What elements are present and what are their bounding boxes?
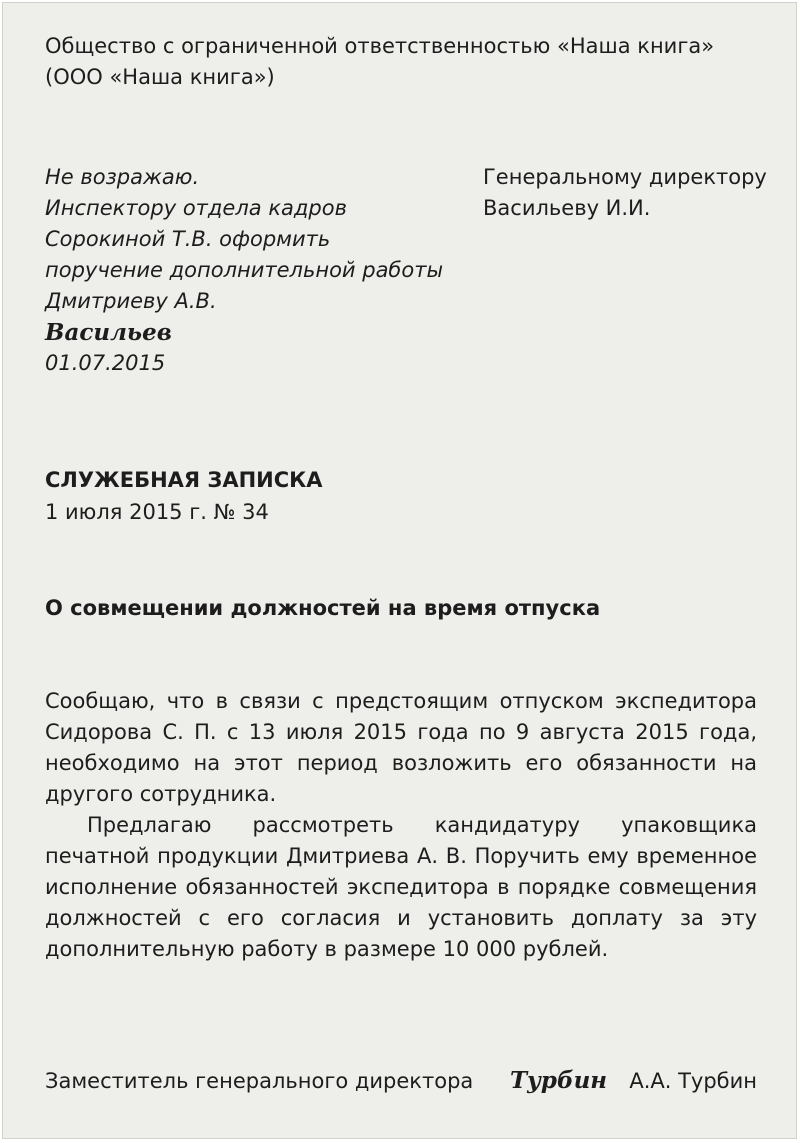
signatory-name: А.А. Турбин — [629, 1069, 757, 1093]
resolution-signature: Васильев — [45, 319, 172, 346]
resolution-line: Сорокиной Т.В. оформить — [45, 227, 331, 251]
document-type: СЛУЖЕБНАЯ ЗАПИСКА — [45, 468, 323, 492]
organization-full-name: Общество с ограниченной ответственностью «Наша книга» — [45, 34, 715, 58]
handwritten-signature: Турбин — [510, 1067, 608, 1094]
resolution-line: Инспектору отдела кадров — [45, 196, 347, 220]
document-page — [2, 2, 797, 1139]
signatory-position: Заместитель генерального директора — [45, 1069, 474, 1093]
resolution-line: поручение дополнительной работы — [45, 258, 444, 282]
organization-short-name: (ООО «Наша книга») — [45, 65, 275, 89]
resolution-block — [45, 162, 443, 379]
document-date-number: 1 июля 2015 г. № 34 — [45, 500, 269, 524]
signature-block — [45, 1066, 757, 1098]
addressee-position: Генеральному директору — [483, 165, 767, 189]
resolution-date: 01.07.2015 — [45, 351, 166, 375]
document-body — [45, 686, 757, 965]
body-paragraph: Предлагаю рассмотреть кандидатуру упаковщика печатной продукции Дмитриева А. В. Поручить ему временное исполнение обязанностей экспедитора в порядке совмещения должностей с его согласия и установить доплату за эту дополнительную работу в размере 10 000 рублей. — [45, 813, 757, 961]
document-subject: О совмещении должностей на время отпуска — [45, 596, 601, 620]
addressee-name: Васильеву И.И. — [483, 196, 651, 220]
addressee-block — [483, 162, 767, 224]
resolution-line: Не возражаю. — [45, 165, 200, 189]
resolution-line: Дмитриеву А.В. — [45, 289, 217, 313]
organization-header — [45, 31, 714, 93]
body-paragraph: Сообщаю, что в связи с предстоящим отпуском экспедитора Сидорова С. П. с 13 июля 2015 года по 9 августа 2015 года, необходимо на этот период возложить его обязанности на другого сотрудника. — [45, 689, 757, 806]
